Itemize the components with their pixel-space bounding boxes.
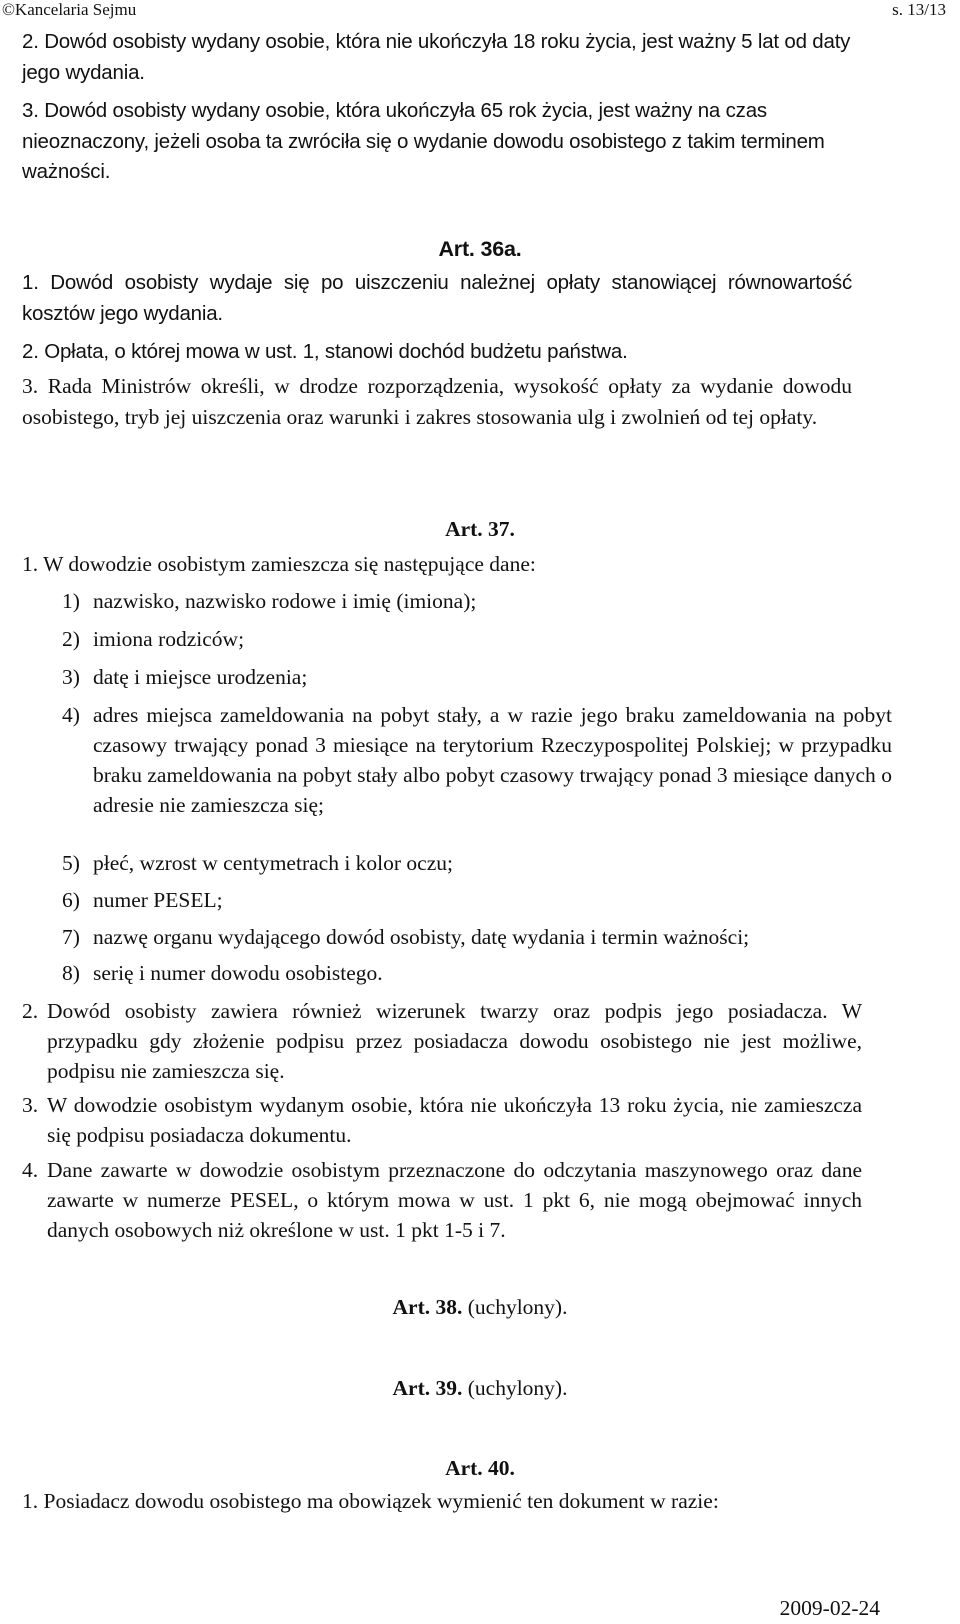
art36a-paragraph-3: 3. Rada Ministrów określi, w drodze rozporządzenia, wysokość opłaty za wydanie dowodu osobistego, tryb jej uiszczenia oraz warunki i zakres stosowania ulg i zwolnień od tej opłaty. [22, 374, 852, 429]
art40-title: Art. 40. [445, 1456, 515, 1480]
art36a-paragraph-2: 2. Opłata, o której mowa w ust. 1, stanowi dochód budżetu państwa. [22, 340, 628, 363]
art37-paragraph-3: 3. W dowodzie osobistym wydanym osobie, która nie ukończyła 13 roku życia, nie zamieszcza się podpisu posiadacza dokumentu. [22, 1093, 862, 1147]
header-source: ©Kancelaria Sejmu [2, 0, 137, 19]
footer-date: 2009-02-24 [779, 1596, 880, 1620]
art36-paragraph-3: 3. Dowód osobisty wydany osobie, która ukończyła 65 rok życia, jest ważny na czas nieoznaczony, jeżeli osoba ta zwróciła się o wydanie dowodu osobistego z takim terminem ważności. [22, 99, 825, 183]
art37-paragraph-1: 1. W dowodzie osobistym zamieszcza się następujące dane: [22, 552, 536, 576]
art37-item-3: 3) datę i miejsce urodzenia; [62, 665, 308, 689]
art37-title: Art. 37. [445, 517, 515, 541]
art38-heading [0, 1292, 960, 1322]
art36-paragraph-2: 2. Dowód osobisty wydany osobie, która nie ukończyła 18 roku życia, jest ważny 5 lat od daty jego wydania. [22, 30, 851, 84]
art38-status: (uchylony). [467, 1295, 568, 1319]
art38-title: Art. 38. [392, 1295, 463, 1319]
art37-item-6: 6) numer PESEL; [62, 888, 223, 912]
header-page-number: s. 13/13 [892, 0, 946, 19]
art37-paragraph-4: 4. Dane zawarte w dowodzie osobistym przeznaczone do odczytania maszynowego oraz dane zawarte w numerze PESEL, o którym mowa w ust. 1 pkt 6, nie mogą obejmować innych danych osobowych niż określone w ust. 1 pkt 1-5 i 7. [22, 1158, 862, 1242]
art37-item-8: 8) serię i numer dowodu osobistego. [62, 961, 383, 985]
art40-paragraph-1: 1. Posiadacz dowodu osobistego ma obowiązek wymienić ten dokument w razie: [22, 1489, 719, 1513]
art37-item-4: 4) adres miejsca zameldowania na pobyt stały, a w razie jego braku zameldowania na pobyt czasowy trwający ponad 3 miesiące na terytorium Rzeczypospolitej Polskiej; w przypadku braku zameldowania na pobyt stały albo pobyt czasowy trwający ponad 3 miesiące danych o adresie nie zamieszcza się; [62, 703, 892, 817]
art37-item-2: 2) imiona rodziców; [62, 627, 245, 651]
art36a-paragraph-1: 1. Dowód osobisty wydaje się po uiszczeniu należnej opłaty stanowiącej równowartość kosztów jego wydania. [22, 271, 852, 325]
art36a-title: Art. 36a. [438, 237, 522, 261]
art37-item-5: 5) płeć, wzrost w centymetrach i kolor oczu; [62, 851, 453, 875]
art37-paragraph-2: 2. Dowód osobisty zawiera również wizerunek twarzy oraz podpis jego posiadacza. W przypadku gdy złożenie podpisu przez posiadacza dowodu osobistego nie jest możliwe, podpisu nie zamieszcza się. [22, 999, 862, 1083]
art37-item-1: 1) nazwisko, nazwisko rodowe i imię (imiona); [62, 589, 477, 613]
art39-status: (uchylony). [467, 1376, 568, 1400]
art39-title: Art. 39. [392, 1376, 463, 1400]
art37-item-7: 7) nazwę organu wydającego dowód osobisty, datę wydania i termin ważności; [62, 925, 750, 949]
art39-heading [0, 1373, 960, 1403]
